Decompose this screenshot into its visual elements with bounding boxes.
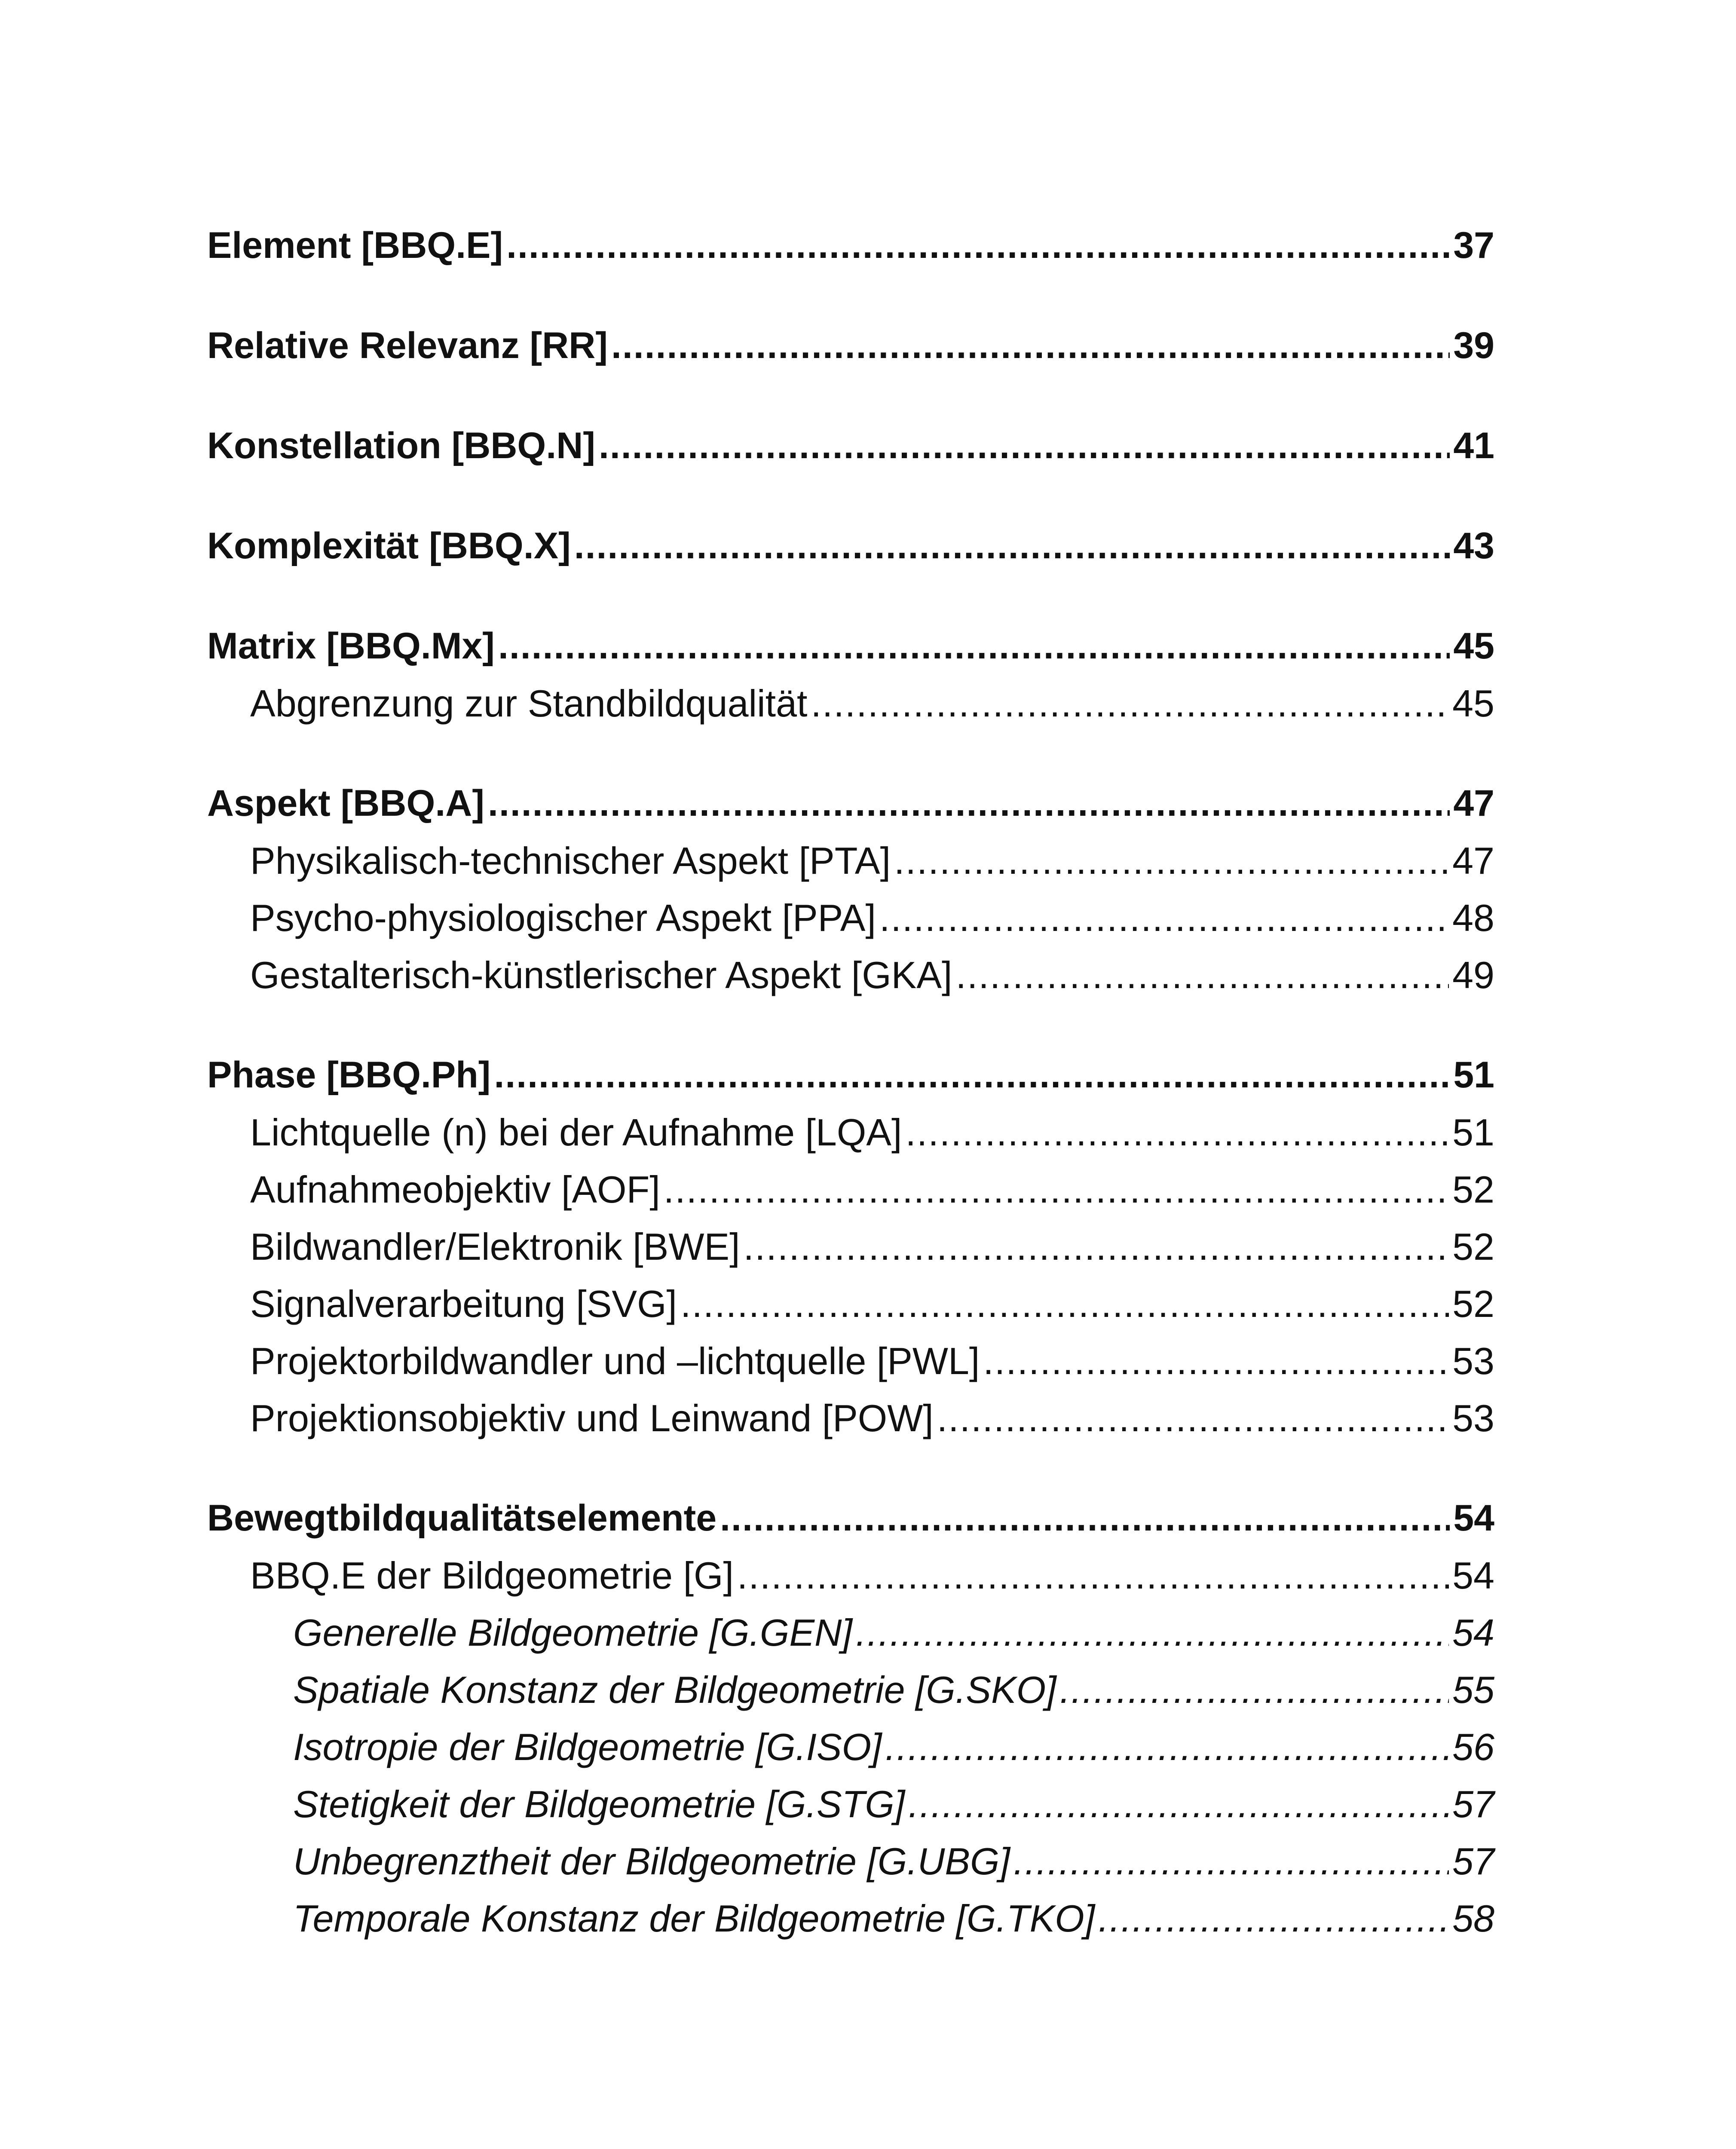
toc-entry[interactable] [207,1275,1494,1332]
toc-entry[interactable] [207,1718,1494,1776]
toc-entry[interactable] [207,1890,1494,1947]
toc-entry-page: 54 [1452,1554,1494,1597]
toc-entry[interactable] [207,1776,1494,1833]
dot-leader [574,517,1450,575]
dot-leader [1098,1890,1449,1947]
toc-entry-page: 45 [1452,682,1494,725]
toc-entry-page: 57 [1452,1840,1494,1883]
dot-leader [488,775,1450,832]
dot-leader [937,1390,1449,1447]
toc-entry-title: Isotropie der Bildgeometrie [G.ISO] [293,1726,882,1768]
toc-entry[interactable] [207,1332,1494,1390]
toc-entry-page: 54 [1453,1497,1494,1539]
dot-leader [494,1047,1450,1104]
dot-leader [506,217,1450,274]
toc-entry[interactable] [207,1161,1494,1218]
toc-entry-page: 41 [1453,425,1494,466]
toc-entry-title: Unbegrenztheit der Bildgeometrie [G.UBG] [293,1840,1010,1883]
dot-leader [894,832,1449,889]
toc-entry[interactable] [207,317,1494,374]
toc-entry[interactable] [207,417,1494,474]
toc-entry-title: Komplexität [BBQ.X] [207,525,571,566]
toc-entry-title: Bildwandler/Elektronik [BWE] [250,1225,740,1268]
toc-entry-page: 47 [1453,783,1494,824]
toc-entry[interactable] [207,1390,1494,1447]
toc-entry-title: Projektionsobjektiv und Leinwand [POW] [250,1397,934,1439]
toc-entry-page: 55 [1452,1668,1494,1711]
toc-entry-title: Abgrenzung zur Standbildqualität [250,682,808,725]
toc-entry-title: Element [BBQ.E] [207,225,503,266]
toc-entry[interactable] [207,517,1494,575]
dot-leader [885,1718,1449,1776]
toc-entry-page: 52 [1452,1168,1494,1211]
toc-entry[interactable] [207,1547,1494,1604]
toc-entry-page: 58 [1452,1897,1494,1940]
table-of-contents [207,217,1494,1947]
toc-entry-page: 39 [1453,325,1494,366]
toc-entry-page: 52 [1452,1225,1494,1268]
toc-entry-title: Generelle Bildgeometrie [G.GEN] [293,1611,853,1654]
toc-entry[interactable] [207,217,1494,274]
toc-entry-page: 48 [1452,897,1494,939]
dot-leader [856,1604,1449,1661]
toc-entry-title: Aspekt [BBQ.A] [207,783,485,824]
dot-leader [811,675,1449,732]
toc-entry[interactable] [207,775,1494,832]
toc-entry-page: 37 [1453,225,1494,266]
dot-leader [737,1547,1449,1604]
toc-entry-page: 53 [1452,1397,1494,1439]
dot-leader [611,317,1450,374]
toc-entry[interactable] [207,1604,1494,1661]
toc-entry-page: 49 [1452,954,1494,996]
toc-entry-page: 57 [1452,1783,1494,1825]
toc-entry-page: 52 [1452,1283,1494,1325]
toc-entry-title: Phase [BBQ.Ph] [207,1054,491,1096]
toc-entry-title: Psycho-physiologischer Aspekt [PPA] [250,897,876,939]
toc-entry[interactable] [207,618,1494,675]
toc-entry[interactable] [207,1104,1494,1161]
toc-entry-page: 47 [1452,839,1494,882]
toc-entry-title: Physikalisch-technischer Aspekt [PTA] [250,839,891,882]
toc-entry-page: 43 [1453,525,1494,566]
toc-entry[interactable] [207,1661,1494,1718]
toc-entry-title: Bewegtbildqualitätselemente [207,1497,717,1539]
toc-entry[interactable] [207,1833,1494,1890]
toc-entry-title: Matrix [BBQ.Mx] [207,625,495,667]
toc-entry[interactable] [207,889,1494,946]
toc-entry-title: Aufnahmeobjektiv [AOF] [250,1168,660,1211]
toc-entry-title: Gestalterisch-künstlerischer Aspekt [GKA] [250,954,952,996]
toc-entry[interactable] [207,946,1494,1004]
toc-entry[interactable] [207,1047,1494,1104]
toc-entry-title: BBQ.E der Bildgeometrie [G] [250,1554,734,1597]
dot-leader [744,1218,1449,1275]
toc-entry-title: Konstellation [BBQ.N] [207,425,595,466]
dot-leader [680,1275,1449,1332]
dot-leader [1013,1833,1449,1890]
toc-entry-page: 51 [1453,1054,1494,1096]
toc-entry[interactable] [207,1490,1494,1547]
toc-entry-title: Signalverarbeitung [SVG] [250,1283,677,1325]
dot-leader [720,1490,1450,1547]
dot-leader [498,618,1450,675]
dot-leader [908,1776,1449,1833]
toc-entry-title: Spatiale Konstanz der Bildgeometrie [G.SKO] [293,1668,1056,1711]
toc-entry-title: Stetigkeit der Bildgeometrie [G.STG] [293,1783,905,1825]
dot-leader [983,1332,1449,1390]
toc-entry-title: Lichtquelle (n) bei der Aufnahme [LQA] [250,1111,902,1154]
toc-entry-page: 45 [1453,625,1494,667]
toc-entry-page: 54 [1452,1611,1494,1654]
toc-entry-title: Projektorbildwandler und –lichtquelle [PWL] [250,1340,980,1382]
dot-leader [956,946,1449,1004]
toc-entry-title: Temporale Konstanz der Bildgeometrie [G.TKO] [293,1897,1095,1940]
toc-entry[interactable] [207,1218,1494,1275]
toc-entry-page: 53 [1452,1340,1494,1382]
toc-entry[interactable] [207,675,1494,732]
dot-leader [1060,1661,1449,1718]
dot-leader [905,1104,1449,1161]
toc-entry-page: 51 [1452,1111,1494,1154]
toc-entry[interactable] [207,832,1494,889]
toc-entry-page: 56 [1452,1726,1494,1768]
dot-leader [664,1161,1449,1218]
toc-entry-title: Relative Relevanz [RR] [207,325,608,366]
dot-leader [879,889,1449,946]
dot-leader [599,417,1450,474]
